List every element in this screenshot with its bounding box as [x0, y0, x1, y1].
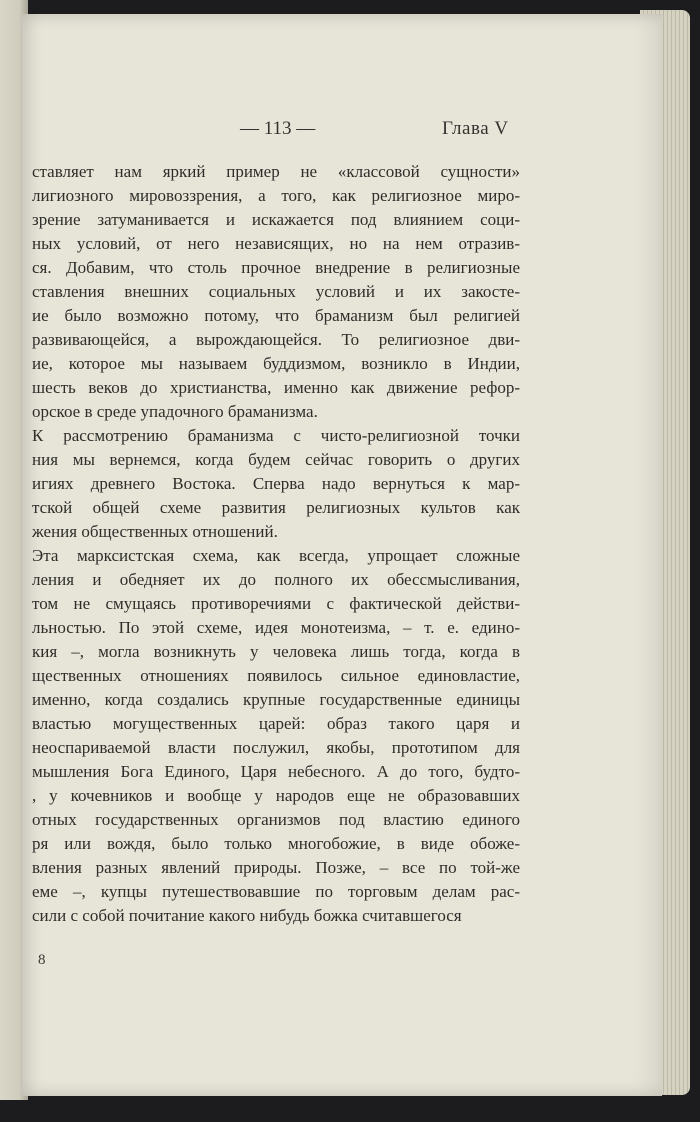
text-line: том не смущаясь противоречиями с фактической действи- — [32, 594, 520, 613]
text-line: сили с собой почитание какого нибудь божка считавшегося — [32, 906, 462, 925]
text-line: мышления Бога Единого, Царя небесного. А до того, будто- — [32, 762, 520, 781]
text-line: еме –, купцы путешествовавшие по торговым делам рас- — [32, 882, 520, 901]
text-line: ся. Добавим, что столь прочное внедрение в религиозные — [32, 258, 520, 277]
text-line: ния мы вернемся, когда будем сейчас говорить о других — [32, 450, 520, 469]
text-line: тской общей схеме развития религиозных культов как — [32, 498, 520, 517]
chapter-title: Глава V — [442, 118, 509, 139]
body-text — [32, 160, 520, 928]
text-line: развивающейся, а вырождающейся. То религиозное дви- — [32, 330, 520, 349]
text-line: щественных отношениях появилось сильное единовластие, — [32, 666, 520, 685]
book-page — [22, 14, 662, 1096]
text-line: кия –, могла возникнуть у человека лишь тогда, когда в — [32, 642, 520, 661]
text-line: лигиозного мировоззрения, а того, как религиозное миро- — [32, 186, 520, 205]
text-line: ставляет нам яркий пример не «классовой сущности» — [32, 162, 520, 181]
text-line: неоспариваемой власти послужил, якобы, прототипом для — [32, 738, 520, 757]
signature-mark: 8 — [38, 952, 46, 968]
text-line: льностью. По этой схеме, идея монотеизма, – т. е. едино- — [32, 618, 520, 637]
text-line: ставления внешних социальных условий и их закосте- — [32, 282, 520, 301]
text-line: шесть веков до христианства, именно как движение рефор- — [32, 378, 520, 397]
running-header — [22, 118, 662, 148]
text-line: , у кочевников и вообще у народов еще не образовавших — [32, 786, 520, 805]
text-line: ных условий, от него независящих, но на нем отразив- — [32, 234, 520, 253]
text-line: жения общественных отношений. — [32, 522, 278, 541]
text-line: К рассмотрению браманизма с чисто-религиозной точки — [32, 426, 520, 445]
text-line: именно, когда создались крупные государственные единицы — [32, 690, 520, 709]
text-line: вления разных явлений природы. Позже, – все по той-же — [32, 858, 520, 877]
text-line: властью могущественных царей: образ такого царя и — [32, 714, 520, 733]
text-line: игиях древнего Востока. Сперва надо вернуться к мар- — [32, 474, 520, 493]
text-line: отных государственных организмов под властию единого — [32, 810, 520, 829]
text-line: орское в среде упадочного браманизма. — [32, 402, 318, 421]
text-line: ря или вождя, было только многобожие, в виде обоже- — [32, 834, 520, 853]
text-line: ие, которое мы называем буддизмом, возникло в Индии, — [32, 354, 520, 373]
text-line: зрение затуманивается и искажается под влиянием соци- — [32, 210, 520, 229]
page-number: — 113 — — [240, 118, 316, 139]
text-line: Эта марксистская схема, как всегда, упрощает сложные — [32, 546, 520, 565]
text-line: ления и обедняет их до полного их обессмысливания, — [32, 570, 520, 589]
text-line: ие было возможно потому, что браманизм был религией — [32, 306, 520, 325]
